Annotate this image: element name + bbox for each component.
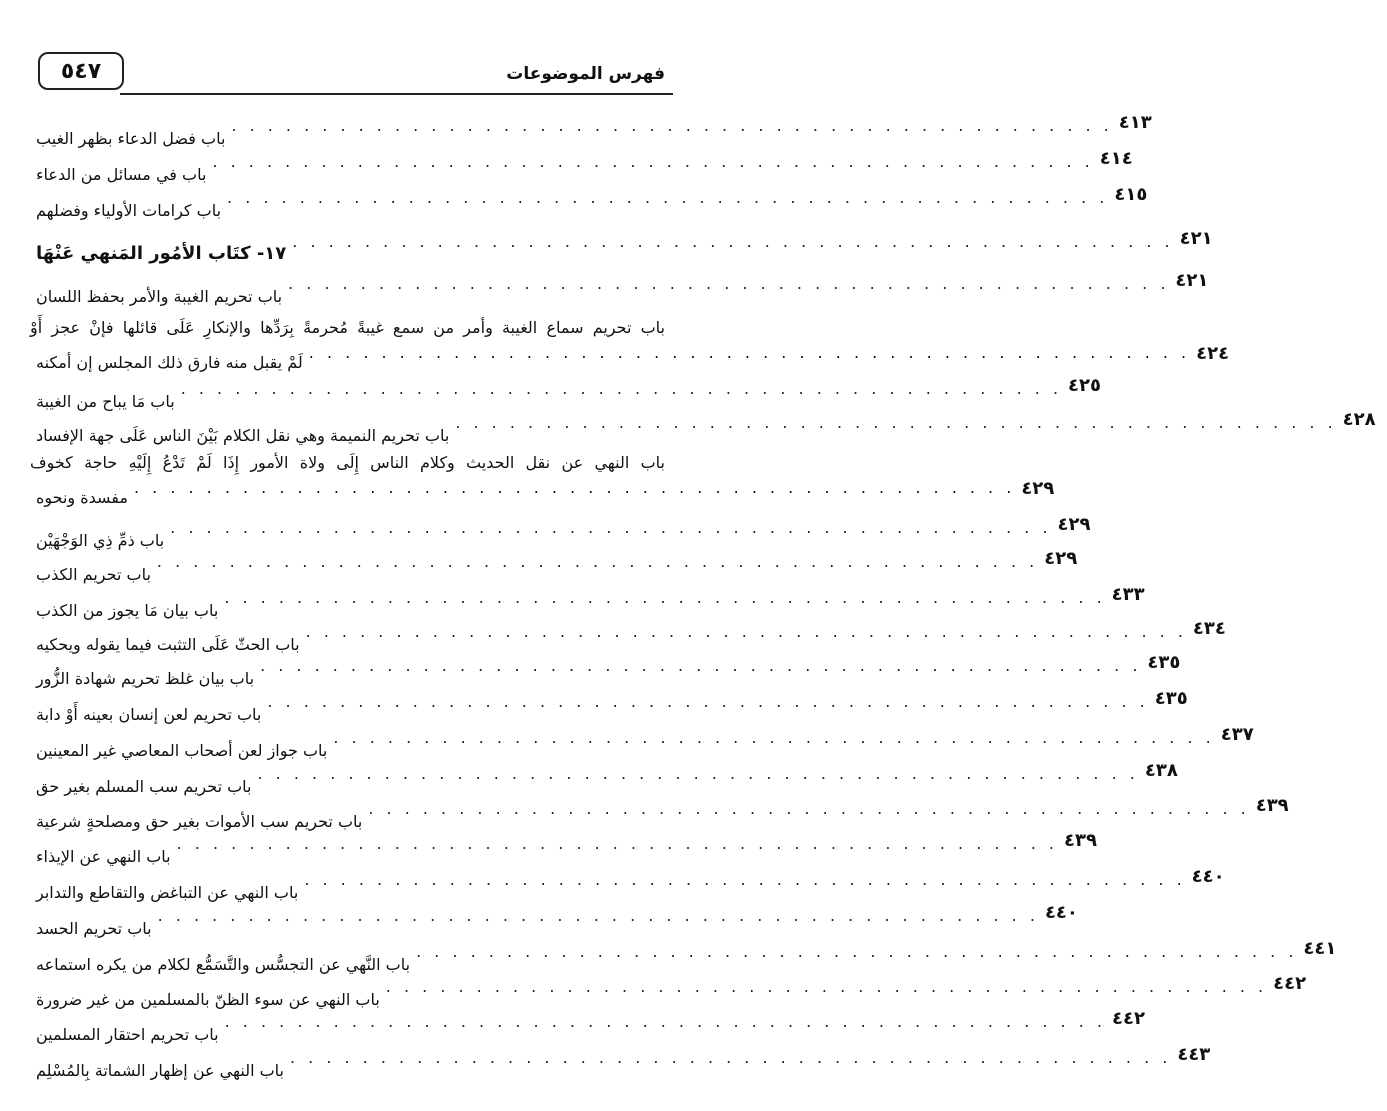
toc-entry-page: ٤٢٥ <box>1068 375 1101 396</box>
toc-entry <box>30 514 1091 550</box>
toc-entry <box>30 270 1209 306</box>
toc-entry-title: باب النهي عن التباغض والتقاطع والتدابر <box>36 883 299 902</box>
toc-entry-page: ٤٤٠ <box>1044 902 1078 923</box>
toc-entry-multiline <box>30 448 1055 514</box>
leader-dots: . . . . . . . . . . . . . . . . . . . . . . . . . . . . . . . . . . . . . . . . . . . . . . . . . <box>455 413 1337 432</box>
toc-entry-page: ٤٣٩ <box>1255 795 1289 816</box>
toc-entry-title: باب فضل الدعاء بظهر الغيب <box>36 129 226 148</box>
toc-entry-page: ٤٤٠ <box>1191 866 1225 887</box>
toc-entry-page: ٤٢٨ <box>1342 409 1376 430</box>
toc-entry-page: ٤٣٣ <box>1111 584 1145 605</box>
leader-dots: . . . . . . . . . . . . . . . . . . . . . . . . . . . . . . . . . . . . . . . . . . . . . . . . . <box>308 343 1191 362</box>
toc-entry-page: ٤٤٢ <box>1111 1008 1145 1029</box>
toc-entry-title: باب جواز لعن أصحاب المعاصي غير المعينين <box>36 741 328 760</box>
toc-entry-page: ٤٢٩ <box>1057 514 1091 535</box>
toc-entry-title: باب في مسائل من الدعاء <box>36 165 207 184</box>
toc-entry-title: باب تحريم الكذب <box>36 565 151 584</box>
toc-entry-title: باب النهي عن سوء الظنّ بالمسلمين من غير ضرورة <box>36 990 380 1009</box>
toc-entry <box>30 1008 1145 1044</box>
toc-entry-title: باب تحريم النميمة وهي نقل الكلام بَيْنَ الناس عَلَى جهة الإفساد <box>36 426 450 445</box>
toc-entry <box>30 409 1376 445</box>
leader-dots: . . . . . . . . . . . . . . . . . . . . . . . . . . . . . . . . . . . . . . . . . . . . . . . . . <box>157 906 1039 925</box>
toc-entry-page: ٤٤٣ <box>1177 1044 1211 1065</box>
leader-dots: . . . . . . . . . . . . . . . . . . . . . . . . . . . . . . . . . . . . . . . . . . . . . . . . . <box>156 552 1039 571</box>
toc-entry <box>30 830 1097 866</box>
leader-dots: . . . . . . . . . . . . . . . . . . . . . . . . . . . . . . . . . . . . . . . . . . . . . . . . . <box>385 977 1268 996</box>
toc-entry-title-line1: باب تحريم سماع الغيبة وأمر من سمع غيبةً مُحرمةً بِرَدِّها والإنكارِ عَلَى قائلها فإنْ عجز أَوْ <box>30 318 665 337</box>
leader-dots: . . . . . . . . . . . . . . . . . . . . . . . . . . . . . . . . . . . . . . . . . . . . . . . . . <box>289 1048 1172 1067</box>
toc-entry <box>30 724 1254 760</box>
toc-entry <box>30 902 1078 938</box>
toc-entry <box>30 973 1307 1009</box>
toc-entry-page: ٤٢٩ <box>1021 478 1055 499</box>
leader-dots: . . . . . . . . . . . . . . . . . . . . . . . . . . . . . . . . . . . . . . . . . . . . . . . . . <box>224 588 1106 607</box>
leader-dots: . . . . . . . . . . . . . . . . . . . . . . . . . . . . . . . . . . . . . . . . . . . . . . . . . <box>260 656 1142 675</box>
toc-entry-title-line1: باب النهي عن نقل الحديث وكلام الناس إِلَى ولاة الأمور إِذَا لَمْ تَدْعُ إِلَيْهِ حاجة كخوف <box>30 453 665 472</box>
toc-entry-multiline <box>30 313 1230 379</box>
leader-dots: . . . . . . . . . . . . . . . . . . . . . . . . . . . . . . . . . . . . . . . . . . . . . . . . . <box>257 764 1139 783</box>
toc-entry-title: باب النهي عن إظهار الشماتة بِالمُسْلِم <box>36 1061 284 1080</box>
toc-entry-title-line2: لَمْ يقبل منه فارق ذلك المجلس إن أمكنه <box>36 353 303 372</box>
toc-entry-title: باب تحريم لعن إنسان بعينه أَوْ دابة <box>36 705 262 724</box>
toc-entry-title: باب تحريم سب الأموات بغير حق ومصلحةٍ شرعية <box>36 812 363 831</box>
toc-entry-page: ٤٣٥ <box>1147 652 1181 673</box>
toc-entry <box>30 1044 1211 1080</box>
leader-dots: . . . . . . . . . . . . . . . . . . . . . . . . . . . . . . . . . . . . . . . . . . . . . . . . . <box>368 799 1250 818</box>
toc-entry <box>30 548 1078 584</box>
toc-entry-title: باب بيان مَا يجوز من الكذب <box>36 601 219 620</box>
leader-dots: . . . . . . . . . . . . . . . . . . . . . . . . . . . . . . . . . . . . . . . . . . . . . . . . . <box>176 834 1058 853</box>
toc-entry-page: ٤١٤ <box>1099 148 1133 169</box>
toc-entry-title-line2: مفسدة ونحوه <box>36 488 128 507</box>
toc-entry <box>30 688 1188 724</box>
toc-entry-page: ٤٣٧ <box>1220 724 1254 745</box>
toc-entry-title: باب النهي عن الإيذاء <box>36 847 171 866</box>
toc-entry <box>30 652 1181 688</box>
toc-entry-title: باب بيان غلظ تحريم شهادة الزُّور <box>36 669 255 688</box>
leader-dots: . . . . . . . . . . . . . . . . . . . . . . . . . . . . . . . . . . . . . . . . . . . . . . . . . <box>227 188 1109 207</box>
header-divider <box>120 93 673 95</box>
toc-entry <box>30 795 1289 831</box>
toc-entry-page: ٤١٣ <box>1118 112 1152 133</box>
toc-entry <box>30 866 1225 902</box>
toc-entry-title: باب كرامات الأولياء وفضلهم <box>36 201 222 220</box>
page-number: ٥٤٧ <box>38 52 124 90</box>
toc-entry-page: ٤٢٤ <box>1196 343 1230 364</box>
toc-entry-title: باب تحريم احتقار المسلمين <box>36 1025 219 1044</box>
toc-book-heading <box>30 228 1213 264</box>
toc-entry-page: ٤٢١ <box>1175 270 1209 291</box>
toc-entry-title: باب ذمِّ ذِي الوَجْهَيْن <box>36 531 165 550</box>
toc-entry <box>30 938 1337 974</box>
leader-dots: . . . . . . . . . . . . . . . . . . . . . . . . . . . . . . . . . . . . . . . . . . . . . . . . . <box>133 478 1016 497</box>
toc-entry-title: باب النَّهي عن التجسُّس والتَّسَمُّع لكلام من يكره استماعه <box>36 955 411 974</box>
leader-dots: . . . . . . . . . . . . . . . . . . . . . . . . . . . . . . . . . . . . . . . . . . . . . . . . . <box>288 274 1170 293</box>
leader-dots: . . . . . . . . . . . . . . . . . . . . . . . . . . . . . . . . . . . . . . . . . . . . . . . . . <box>180 379 1063 398</box>
toc-entry-page: ٤٣٥ <box>1154 688 1188 709</box>
leader-dots: . . . . . . . . . . . . . . . . . . . . . . . . . . . . . . . . . . . . . . . . . . . . . . . . . <box>212 152 1094 171</box>
toc-entry-title: باب تحريم سب المسلم بغير حق <box>36 777 252 796</box>
toc-entry <box>30 618 1226 654</box>
leader-dots: . . . . . . . . . . . . . . . . . . . . . . . . . . . . . . . . . . . . . . . . . . . . . . . . . <box>416 942 1298 961</box>
toc-entry-page: ٤٣٨ <box>1144 760 1178 781</box>
toc-entry-page: ٤٤١ <box>1303 938 1337 959</box>
toc-entry <box>30 375 1101 411</box>
toc-entry-title: باب مَا يباح من الغيبة <box>36 392 175 411</box>
toc-entry <box>30 584 1145 620</box>
toc-entry-page: ٤٤٢ <box>1273 973 1307 994</box>
toc-entry <box>30 148 1133 184</box>
toc-entry-page: ٤٢١ <box>1179 228 1213 249</box>
toc-entry-title: باب الحثّ عَلَى التثبت فيما يقوله ويحكيه <box>36 635 300 654</box>
leader-dots: . . . . . . . . . . . . . . . . . . . . . . . . . . . . . . . . . . . . . . . . . . . . . . . . . <box>231 116 1113 135</box>
leader-dots: . . . . . . . . . . . . . . . . . . . . . . . . . . . . . . . . . . . . . . . . . . . . . . . . . <box>224 1012 1106 1031</box>
toc-entry <box>30 760 1178 796</box>
leader-dots: . . . . . . . . . . . . . . . . . . . . . . . . . . . . . . . . . . . . . . . . . . . . . . . . . <box>305 622 1187 641</box>
toc-entry-title: باب تحريم الحسد <box>36 919 152 938</box>
toc-entry <box>30 112 1152 148</box>
leader-dots: . . . . . . . . . . . . . . . . . . . . . . . . . . . . . . . . . . . . . . . . . . . . . . . . . <box>304 870 1186 889</box>
leader-dots: . . . . . . . . . . . . . . . . . . . . . . . . . . . . . . . . . . . . . . . . . . . . . . . . . <box>333 728 1215 747</box>
toc-entry <box>30 184 1148 220</box>
toc-entry-page: ٤١٥ <box>1114 184 1148 205</box>
leader-dots: . . . . . . . . . . . . . . . . . . . . . . . . . . . . . . . . . . . . . . . . . . . . . . . . . <box>292 232 1174 251</box>
leader-dots: . . . . . . . . . . . . . . . . . . . . . . . . . . . . . . . . . . . . . . . . . . . . . . . . . <box>267 692 1149 711</box>
book-title: ١٧- كتَاب الأمُور المَنهي عَنْهَا <box>36 243 287 264</box>
toc-entry-title: باب تحريم الغيبة والأمر بحفظ اللسان <box>36 287 283 306</box>
leader-dots: . . . . . . . . . . . . . . . . . . . . . . . . . . . . . . . . . . . . . . . . . . . . . . . . . <box>170 518 1052 537</box>
toc-entry-page: ٤٣٩ <box>1063 830 1097 851</box>
toc-entry-page: ٤٢٩ <box>1044 548 1078 569</box>
toc-entry-page: ٤٣٤ <box>1192 618 1226 639</box>
page-title: فهرس الموضوعات <box>506 64 665 84</box>
